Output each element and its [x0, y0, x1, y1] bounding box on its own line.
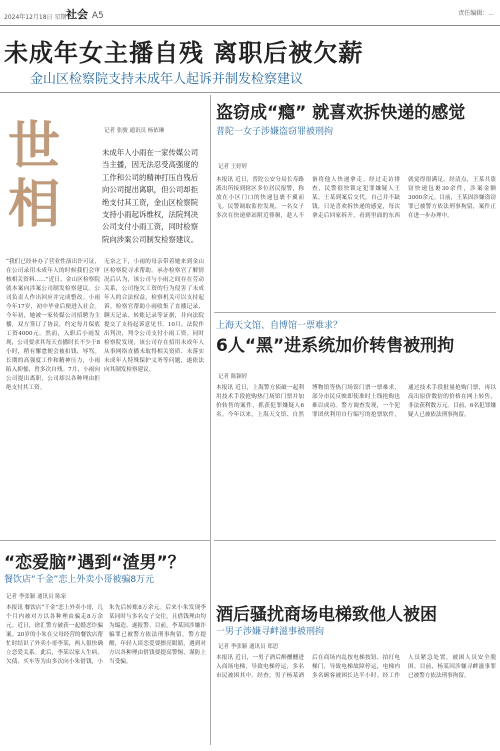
story4-body: 本报讯 餐饮店“千金”恋上外卖小哥，几个月内被对方以各种理由骗走8万余元。近日，徐汇警方破获一起婚恋诈骗案。20岁的小朱在父母经营的餐饮店帮忙时结识了外卖小哥李某，两人很快确立恋爱关系。此后，李某以家人生病、欠债、买车等为由多次向小朱借钱，小朱先后转账8万余元。后来小朱发现李某同时与多名女子交往，且借钱理由均为编造，遂报警。目前，李某因涉嫌诈骗罪已被警方依法刑事拘留。警方提醒，年轻人谈恋爱要擦亮眼睛，遇到对方以各种理由借钱要提高警惕，谨防上当受骗。 [6, 605, 206, 665]
divider [214, 540, 496, 541]
section-name: 社会 [66, 8, 88, 21]
story4-byline: 记者 季张颖 通讯员 陈家 [6, 594, 67, 600]
decor-calligraphy: 世相 [8, 116, 61, 235]
story4-subhead: 餐饮店“千金”恋上外卖小哥被骗8万元 [4, 575, 155, 585]
editor-credit: 责任编辑：... [458, 10, 494, 17]
divider [0, 540, 210, 541]
story5-byline: 记者 季张颖 通讯员 郑思 [218, 644, 279, 650]
story3-kicker: 上海天文馆、自博馆一票难求？ [216, 321, 343, 331]
story5-subhead: 一男子涉嫌寻衅滋事被刑拘 [216, 627, 325, 637]
page-number: A5 [91, 11, 104, 21]
story2-headline: 盗窃成“瘾” 就喜欢拆快递的感觉 [216, 103, 466, 123]
story4-headline: “恋爱脑”遇到“渣男”？ [4, 553, 185, 573]
story5-headline: 酒后骚扰商场电梯致他人被困 [216, 605, 437, 625]
main-subhead: 金山区检察院支持未成年人起诉并制发检察建议 [30, 72, 304, 87]
main-lead: 未成年人小雨在一家传媒公司当主播，因无法忍受高强度的工作和公司的精神打压自残后向公司提出离职，但公司却拒绝支付其工资，金山区检察院支持小雨起诉维权，法院判决公司支付小雨工资，同时检察院向涉案公司制发检察建议。 [102, 148, 199, 244]
story3-headline: 6人“黑”进系统加价转售被刑拘 [216, 336, 455, 356]
divider [0, 92, 500, 93]
story3-body: 本报讯 近日，上海警方侦破一起利用技术手段抢购热门场馆门票并加价转售的案件，抓获犯罪嫌疑人6名。今年以来，上海天文馆、自然博物馆等热门场馆门票一票难求，部分市民反映即使准时上线抢购也难以成功。警方调查发现，一个犯罪团伙利用自行编写的抢票软件，通过技术手段批量抢购门票，再以高出原价数倍的价格在网上转售，非法获利数万元。目前，6名犯罪嫌疑人已被依法刑事拘留。 [216, 385, 496, 418]
main-column-2: 无奈之下，小雨的母亲带着她来到金山区检察院寻求帮助。承办检察官了解情况后认为，该公司与小雨之间存在劳动关系，公司拖欠工资的行为侵害了未成年人的合法权益，检察机关可以支持起诉。检察官帮助小雨收集了直播记录、聊天记录、转账记录等证据，并向法院提交了支持起诉意见书。10月，法院作出判决，判令公司支付小雨工资。同时检察院发现，该公司存在招用未成年人从事网络直播未取得相关资质、未落实未成年人特殊保护义务等问题，遂依法向其制发检察建议。 [104, 259, 204, 373]
column-divider [210, 95, 211, 745]
divider [214, 312, 496, 313]
story5-body: 本报讯 近日，一男子酒后醉醺醺进入商场电梯，导致电梯停运，多名市民被困其中。经查，男子杨某酒后在商场内乱按电梯按钮、拍打电梯门，导致电梯故障停运，电梯内多名顾客被困长达半小时。经工作人员紧急处置，被困人员安全脱困。目前，杨某因涉嫌寻衅滋事罪已被警方依法刑事拘留。 [216, 655, 496, 679]
story2-byline: 记者 王婷婷 [218, 164, 248, 170]
story2-body: 本报讯 近日，普陀公安分局长寿路派出所接到辖区多位居民报警，称放在小区门口的快递包裹不翼而飞。民警调取监控发现，一名女子多次在快递驿站附近徘徊，趁人不备将他人快递拿走。经过走访排查，民警很快锁定犯罪嫌疑人王某。王某到案后交代，自己并不缺钱，只是喜欢拆快递的感觉，每次拿走后回家拆开，看到里面的东西就觉得很满足。经清点，王某共盗窃快递包裹30余件，涉案金额3000余元。目前，王某因涉嫌盗窃罪已被警方依法刑事拘留，案件正在进一步办理中。 [216, 177, 496, 219]
main-column-1: “我们已经补办了营业性演出许可证，在公司录用未成年人的时候我们会审核相关资料……”近日，金山区检察院就本案向涉案公司制发检察建议。公司负责人作出回应并完成整改。小雨今年17岁，初中毕业后便进入社会。今年初，她被一家传媒公司招聘为主播，双方签订了协议，约定每月保底工资4000元。然而，入职后小雨发现，公司要求其每天直播时长不少于8小时，稍有懈怠便会被扣钱、辱骂。长期的高强度工作和精神压力，小雨陷入抑郁，曾多次自残。7月，小雨向公司提出离职，公司却以各种理由拒绝支付其工资。 [6, 259, 100, 391]
main-byline: 记者 张骏 通讯员 杨依琳 [104, 128, 165, 134]
main-headline: 未成年女主播自残 离职后被欠薪 [4, 39, 364, 67]
section-title [66, 6, 104, 22]
page-header [0, 0, 500, 26]
story2-subhead: 普陀一女子涉嫌盗窃罪被刑拘 [216, 127, 334, 137]
story3-byline: 记者 陈颖婷 [218, 374, 248, 380]
issue-date: 2024年12月18日 星期一 [4, 14, 73, 21]
